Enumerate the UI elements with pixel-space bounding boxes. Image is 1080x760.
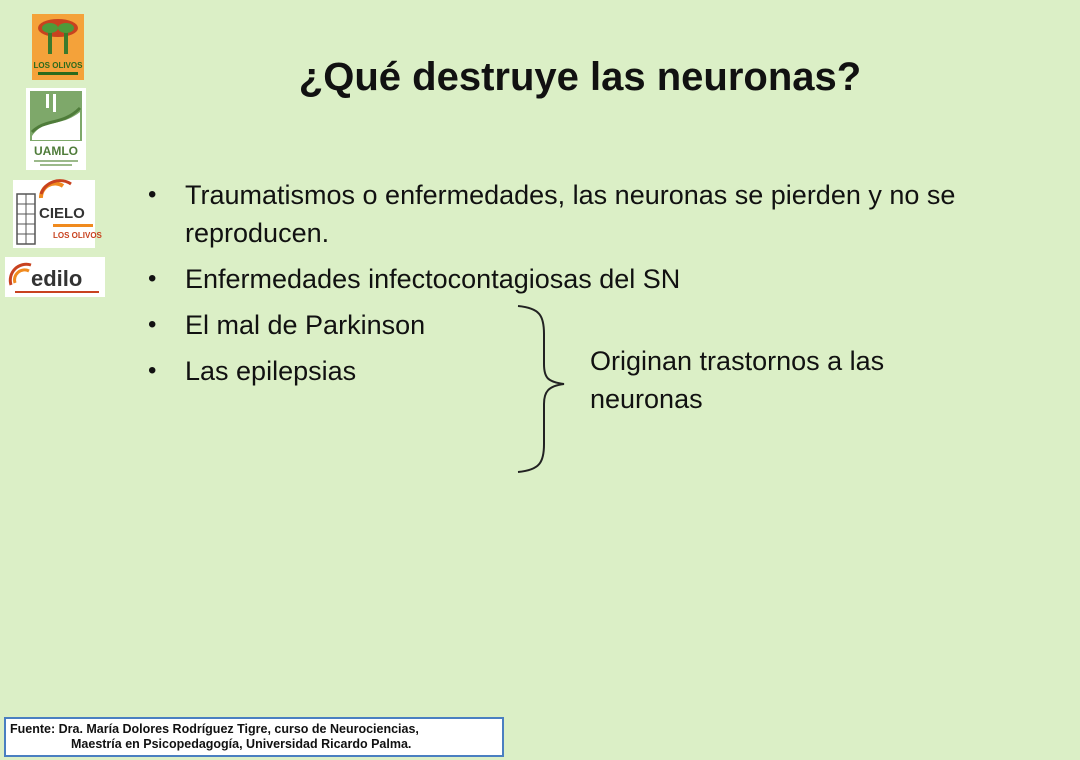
bullet-item — [148, 176, 1028, 252]
cielo-logo — [13, 180, 102, 248]
edilo-logo — [5, 257, 105, 297]
bullet-dot: • — [148, 265, 157, 292]
los-olivos-logo — [32, 14, 84, 80]
los-olivos-logo-text: LOS OLIVOS — [33, 61, 83, 70]
bullet-text: Enfermedades infectocontagiosas del SN — [185, 264, 681, 294]
bullet-text: Traumatismos o enfermedades, las neuronas se pierden y no se reproducen. — [185, 180, 956, 248]
cielo-logo-text: CIELO — [39, 205, 85, 222]
footer-line-1: Fuente: Dra. María Dolores Rodríguez Tigre, curso de Neurociencias, — [10, 722, 419, 736]
curly-brace — [512, 304, 572, 476]
bullet-dot: • — [148, 311, 157, 338]
uamlo-logo-text: UAMLO — [34, 144, 78, 158]
bullet-item — [148, 306, 1028, 344]
bullet-dot: • — [148, 357, 157, 384]
source-footer — [4, 717, 504, 757]
bullet-text: El mal de Parkinson — [185, 310, 426, 340]
bullet-text: Las epilepsias — [185, 356, 357, 386]
footer-line-2: Maestría en Psicopedagogía, Universidad Ricardo Palma. — [71, 737, 412, 751]
bullet-dot: • — [148, 181, 157, 208]
cielo-logo-subtext: LOS OLIVOS — [53, 231, 102, 240]
uamlo-logo — [26, 88, 86, 170]
brace-note: Originan trastornos a las neuronas — [590, 346, 885, 414]
bullet-item — [148, 260, 1028, 298]
slide-title: ¿Qué destruye las neuronas? — [298, 55, 862, 99]
edilo-logo-text: edilo — [31, 266, 83, 291]
